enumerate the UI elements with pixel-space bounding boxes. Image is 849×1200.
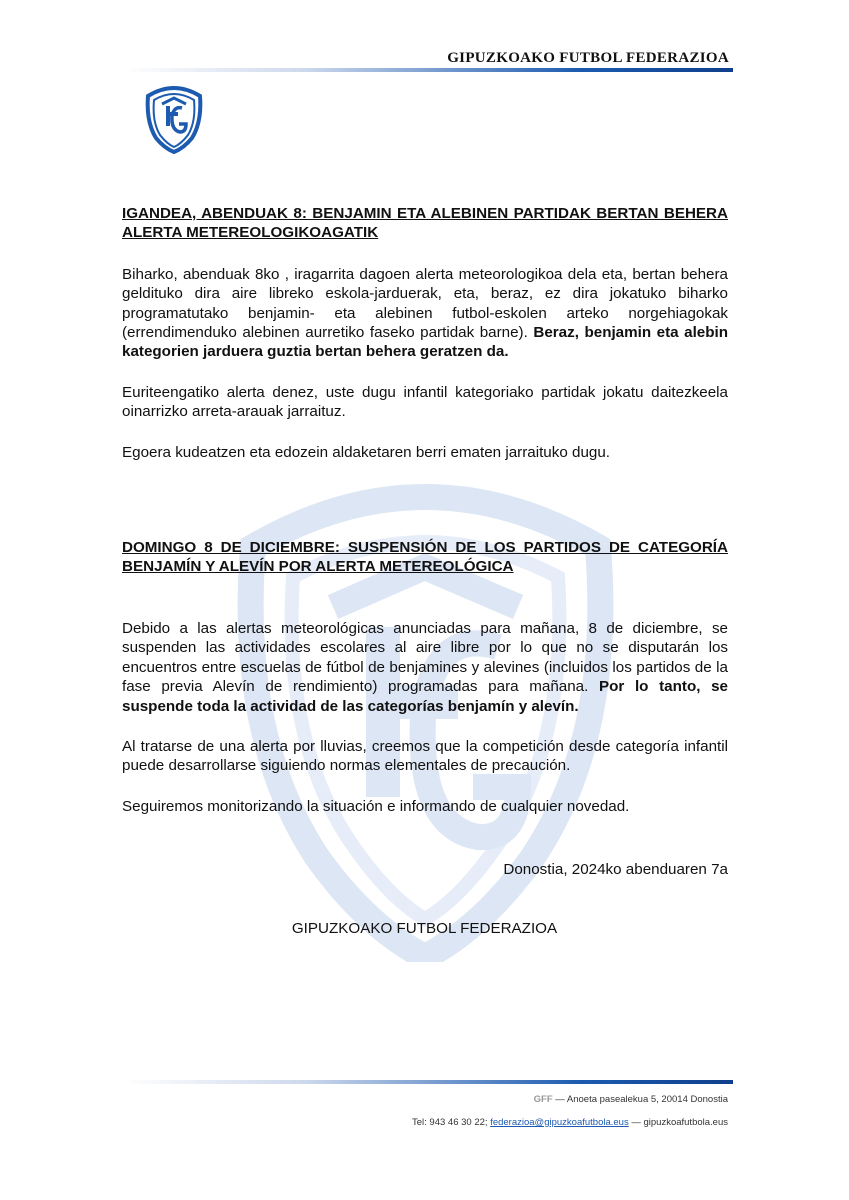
basque-paragraph-3: Egoera kudeatzen eta edozein aldaketaren berri ematen jarraituko dugu. — [122, 443, 611, 461]
footer-email-link[interactable]: federazioa@gipuzkoafutbola.eus — [490, 1117, 629, 1128]
spanish-paragraph-1 — [122, 619, 728, 716]
basque-paragraph-1-text: Biharko, abenduak 8ko , iragarrita dagoen alerta meteorologikoa dela eta, bertan behera geldituko dira aire libreko eskola-jarduerak, eta, beraz, ez dira jokatuko biharko programatutako benjamin- eta alebinen futbol-eskolen arteko norgehiagokak (errendimenduko alebinen aurretiko faseko partidak barne). — [122, 265, 728, 342]
place-and-date: Donostia, 2024ko abenduaren 7a — [503, 861, 728, 878]
basque-heading: IGANDEA, ABENDUAK 8: BENJAMIN ETA ALEBINEN PARTIDAK BERTAN BEHERA ALERTA METEREOLOGIKOAGATIK — [122, 205, 728, 242]
spanish-paragraph-2: Al tratarse de una alerta por lluvias, creemos que la competición desde categoría infantil puede desarrollarse siguiendo normas elementales de precaución. — [122, 737, 728, 775]
notice-body — [122, 204, 728, 816]
footer-divider — [122, 1080, 733, 1084]
basque-paragraph-1 — [122, 265, 728, 362]
header-organization: GIPUZKOAKO FUTBOL FEDERAZIOA — [447, 50, 729, 66]
footer-contact-line — [412, 1117, 728, 1128]
spanish-paragraph-1-bold: Por lo tanto, se suspende toda la actividad de las categorías benjamín y alevín. — [122, 678, 728, 715]
spanish-paragraph-3: Seguiremos monitorizando la situación e informando de cualquier novedad. — [122, 797, 630, 815]
footer-website[interactable]: gipuzkoafutbola.eus — [643, 1117, 728, 1128]
basque-paragraph-2: Euriteengatiko alerta denez, uste dugu infantil kategoriako partidak jokatu daitezkeela oinarrizko arreta-arauak jarraituz. — [122, 383, 728, 421]
federation-logo-icon — [144, 82, 204, 154]
footer-address-line — [534, 1094, 728, 1105]
signature: GIPUZKOAKO FUTBOL FEDERAZIOA — [291, 920, 558, 937]
spanish-paragraph-1-text: Debido a las alertas meteorológicas anunciadas para mañana, 8 de diciembre, se suspenden las actividades escolares al aire libre por lo que no se disputarán los encuentros entre escuelas de fútbol de benjamines y alevines (incluidos los partidos de la fase previa Alevín de rendimiento) programadas para mañana. — [122, 619, 728, 696]
footer-address: Anoeta pasealekua 5, 20014 Donostia — [566, 1094, 728, 1105]
header-divider — [122, 68, 733, 72]
footer-separator-2: — — [631, 1117, 641, 1128]
basque-paragraph-1-bold: Beraz, benjamin eta alebin kategorien jarduera guztia bertan behera geratzen da. — [122, 324, 729, 361]
footer-tel: Tel: 943 46 30 22; — [412, 1117, 488, 1128]
spanish-heading: DOMINGO 8 DE DICIEMBRE: SUSPENSIÓN DE LOS PARTIDOS DE CATEGORÍA BENJAMÍN Y ALEVÍN POR ALERTA METEREOLÓGICA — [122, 539, 728, 576]
footer-gff: GFF — [533, 1094, 553, 1105]
footer-separator: — — [555, 1094, 565, 1105]
